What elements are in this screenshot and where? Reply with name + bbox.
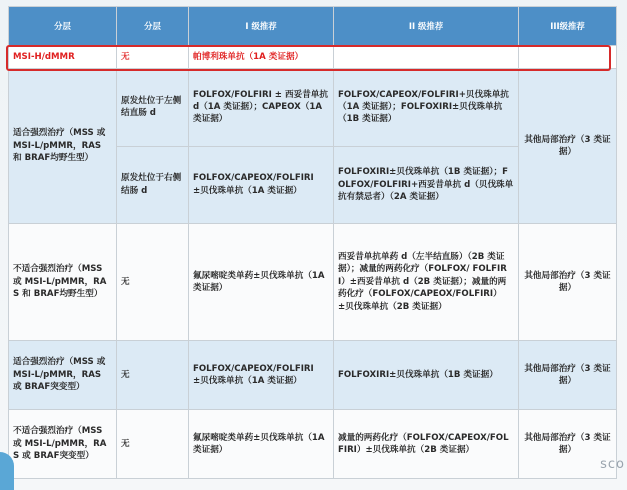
row1-layer-cell: 适合强烈治疗（MSS 或 MSI-L/pMMR，RAS 和 BRAF均野生型） [9, 69, 117, 224]
table-row-unfit-wildtype [9, 224, 617, 341]
header-level3: III级推荐 [519, 7, 617, 46]
row1-right-level2-cell: FOLFOXIRI±贝伐珠单抗（1B 类证据）；FOLFOX/FOLFIRI+西妥昔单抗 d（贝伐珠单抗有禁忌者）（2A 类证据） [334, 146, 519, 224]
msi-level2-cell [334, 46, 519, 69]
row1-level3-cell: 其他局部治疗（3 类证据） [519, 69, 617, 224]
row1-right-level1-cell: FOLFOX/CAPEOX/FOLFIRI±贝伐珠单抗（1A 类证据） [189, 146, 334, 224]
row3-sublayer-cell: 无 [117, 341, 189, 410]
table-row-unfit-mutant [9, 410, 617, 479]
row1-left-level1-cell: FOLFOX/FOLFIRI ± 西妥昔单抗 d（1A 类证据）；CAPEOX（1A 类证据） [189, 69, 334, 147]
table-row-msi [9, 46, 617, 69]
row4-level3-cell: 其他局部治疗（3 类证据） [519, 410, 617, 479]
header-layer: 分层 [9, 7, 117, 46]
msi-level3-cell [519, 46, 617, 69]
header-sublayer: 分层 [117, 7, 189, 46]
msi-level1-cell: 帕博利珠单抗（1A 类证据） [189, 46, 334, 69]
header-level2: II 级推荐 [334, 7, 519, 46]
row4-level1-cell: 氟尿嘧啶类单药±贝伐珠单抗（1A 类证据） [189, 410, 334, 479]
msi-sublayer-cell: 无 [117, 46, 189, 69]
row2-level2-cell: 西妥昔单抗单药 d（左半结直肠）（2B 类证据）；减量的两药化疗（FOLFOX/ FOLFIRI）±西妥昔单抗 d（2B 类证据）；减量的两药化疗（FOLFOX/CAPEOX/FOLFIRI）±贝伐珠单抗（2B 类证据） [334, 224, 519, 341]
row2-level1-cell: 氟尿嘧啶类单药±贝伐珠单抗（1A 类证据） [189, 224, 334, 341]
row1-sub-left-cell: 原发灶位于左侧结直肠 d [117, 69, 189, 147]
watermark-text: sco [600, 457, 625, 472]
row1-left-level2-cell: FOLFOX/CAPEOX/FOLFIRI+贝伐珠单抗（1A 类证据）；FOLFOXIRI±贝伐珠单抗（1B 类证据） [334, 69, 519, 147]
table-row-fit-mutant [9, 341, 617, 410]
row2-sublayer-cell: 无 [117, 224, 189, 341]
table-row-fit-wildtype-left [9, 69, 617, 147]
row3-layer-cell: 适合强烈治疗（MSS 或 MSI-L/pMMR，RAS 或 BRAF突变型） [9, 341, 117, 410]
row4-sublayer-cell: 无 [117, 410, 189, 479]
msi-layer-cell: MSI-H/dMMR [9, 46, 117, 69]
row3-level3-cell: 其他局部治疗（3 类证据） [519, 341, 617, 410]
row2-level3-cell: 其他局部治疗（3 类证据） [519, 224, 617, 341]
row2-layer-cell: 不适合强烈治疗（MSS 或 MSI-L/pMMR，RAS 和 BRAF均野生型） [9, 224, 117, 341]
row1-sub-right-cell: 原发灶位于右侧结肠 d [117, 146, 189, 224]
corner-decoration [0, 452, 14, 490]
row4-level2-cell: 减量的两药化疗（FOLFOX/CAPEOX/FOLFIRI）±贝伐珠单抗（2B 类证据） [334, 410, 519, 479]
treatment-recommendation-table [8, 6, 617, 479]
row3-level2-cell: FOLFOXIRI±贝伐珠单抗（1B 类证据） [334, 341, 519, 410]
row3-level1-cell: FOLFOX/CAPEOX/FOLFIRI±贝伐珠单抗（1A 类证据） [189, 341, 334, 410]
row4-layer-cell: 不适合强烈治疗（MSS 或 MSI-L/pMMR，RAS 或 BRAF突变型） [9, 410, 117, 479]
table-header-row [9, 7, 617, 46]
header-level1: I 级推荐 [189, 7, 334, 46]
